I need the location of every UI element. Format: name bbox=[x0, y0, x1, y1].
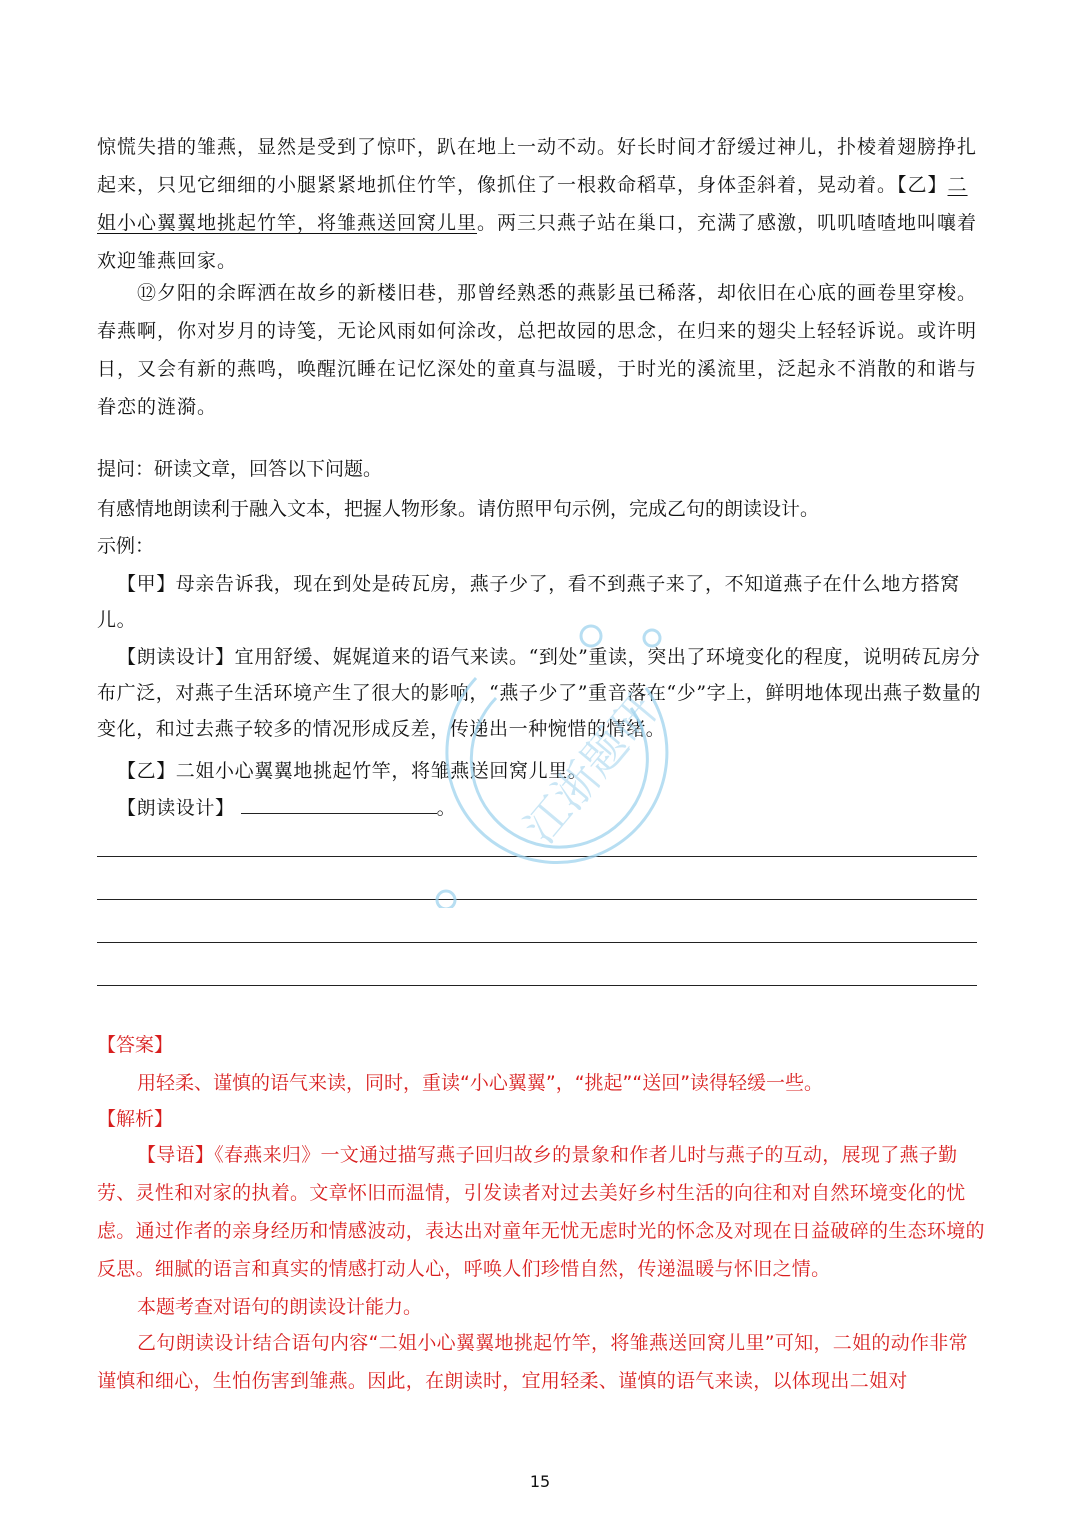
answer-text: 用轻柔、谨慎的语气来读，同时，重读“小心翼翼”，“挑起”“送回”读得轻缓一些。 bbox=[137, 1072, 824, 1094]
design-blank-row bbox=[97, 790, 982, 826]
example-design: 【朗读设计】宜用舒缓、娓娓道来的语气来读。“到处”重读，突出了环境变化的程度，说明砖瓦房分布广泛，对燕子生活环境产生了很大的影响，“燕子少了”重音落在“少”字上，鲜明地体现出燕子数量的变化，和过去燕子较多的情况形成反差，传递出一种惋惜的情绪。 bbox=[97, 646, 982, 740]
answer-line-1[interactable] bbox=[97, 856, 977, 857]
question-prompt: 提问：研读文章，回答以下问题。 bbox=[97, 458, 383, 480]
passage-p1-text-a: 惊慌失措的雏燕，显然是受到了惊吓，趴在地上一动不动。好长时间才舒缓过神儿，扑棱着翅膀挣扎起来，只见它细细的小腿紧紧地抓住竹竿，像抓住了一根救命稻草，身体歪斜着，晃动着。 bbox=[97, 136, 978, 196]
analysis-p2: 本题考查对语句的朗读设计能力。 bbox=[137, 1296, 423, 1318]
passage-paragraph-1 bbox=[97, 128, 987, 280]
page-number: 15 bbox=[529, 1472, 551, 1491]
design-end: 。 bbox=[436, 797, 457, 819]
analysis-label: 【解析】 bbox=[97, 1108, 174, 1130]
example-jia: 【甲】母亲告诉我，现在到处是砖瓦房，燕子少了，看不到燕子来了，不知道燕子在什么地方搭窝儿。 bbox=[97, 573, 960, 631]
answer-label: 【答案】 bbox=[97, 1034, 174, 1056]
passage-p1-underlined: 二姐小心翼翼地挑起竹竿，将雏燕送回窝儿里 bbox=[97, 174, 968, 234]
question-instruction: 有感情地朗读利于融入文本，把握人物形象。请仿照甲句示例，完成乙句的朗读设计。 bbox=[97, 498, 820, 520]
svg-text:江浙题研: 江浙题研 bbox=[515, 685, 668, 854]
passage-p1-mark: 【乙】 bbox=[897, 174, 948, 196]
passage-paragraph-12: ⑫夕阳的余晖洒在故乡的新楼旧巷，那曾经熟悉的燕影虽已稀落，却依旧在心底的画卷里穿梭。春燕啊，你对岁月的诗笺，无论风雨如何涂改，总把故园的思念，在归来的翅尖上轻轻诉说。或许明日，又会有新的燕鸣，唤醒沉睡在记忆深处的童真与温暖，于时光的溪流里，泛起永不消散的和谐与眷恋的涟漪。 bbox=[97, 282, 978, 418]
analysis-intro: 【导语】《春燕来归》一文通过描写燕子回归故乡的景象和作者儿时与燕子的互动，展现了燕子勤劳、灵性和对家的执着。文章怀旧而温情，引发读者对过去美好乡村生活的向往和对自然环境变化的忧虑。通过作者的亲身经历和情感波动，表达出对童年无忧无虑时光的怀念及对现在日益破碎的生态环境的反思。细腻的语言和真实的情感打动人心，呼唤人们珍惜自然，传递温暖与怀旧之情。 bbox=[97, 1144, 985, 1280]
answer-line-2[interactable] bbox=[97, 899, 977, 900]
example-yi: 【乙】二姐小心翼翼地挑起竹竿，将雏燕送回窝儿里。 bbox=[117, 760, 588, 782]
answer-line-4[interactable] bbox=[97, 985, 977, 986]
passage-p1-text-b: 。两三只燕子站在巢口，充满了感激，叽叽喳喳地叫嚷着欢迎雏燕回家。 bbox=[97, 212, 978, 272]
design-label: 【朗读设计】 bbox=[117, 797, 235, 819]
answer-line-3[interactable] bbox=[97, 942, 977, 943]
analysis-p3: 乙句朗读设计结合语句内容“二姐小心翼翼地挑起竹竿，将雏燕送回窝儿里”可知，二姐的动作非常谨慎和细心，生怕伤害到雏燕。因此，在朗读时，宜用轻柔、谨慎的语气来读，以体现出二姐对 bbox=[97, 1332, 968, 1392]
example-label: 示例： bbox=[97, 535, 155, 557]
design-blank[interactable] bbox=[241, 791, 437, 814]
